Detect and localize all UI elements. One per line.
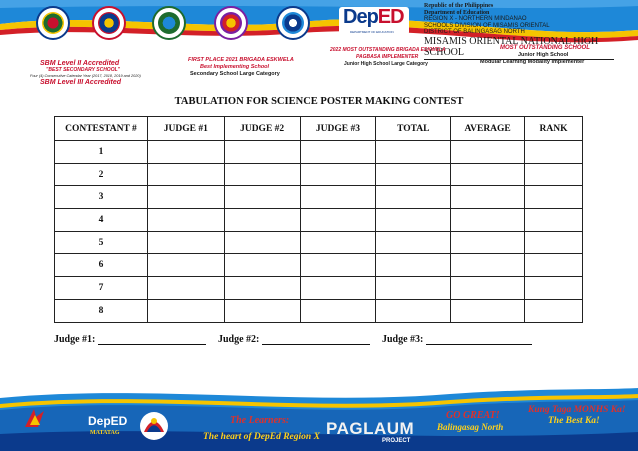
score-cell[interactable] [224, 163, 300, 186]
award-first-place-sub: Best Implementing School [200, 64, 270, 70]
table-row [55, 277, 583, 300]
score-cell[interactable] [224, 299, 300, 322]
footer-go-great-1: GO GREAT! [446, 410, 500, 421]
table-header-row [55, 117, 583, 141]
contestant-number: 8 [55, 299, 148, 322]
award-pagbasa-category: Junior High School Large Category [344, 61, 428, 67]
deped-seal-logo [36, 6, 70, 40]
header-judge-3: JUDGE #3 [300, 117, 376, 141]
table-row [55, 163, 583, 186]
rank-cell[interactable] [525, 231, 583, 254]
footer-go-great-2: Balingasag North [437, 422, 504, 432]
header-judge-2: JUDGE #2 [224, 117, 300, 141]
score-cell[interactable] [147, 299, 224, 322]
contestant-number: 5 [55, 231, 148, 254]
total-cell[interactable] [376, 299, 451, 322]
average-cell[interactable] [451, 277, 525, 300]
header-contestant: CONTESTANT # [55, 117, 148, 141]
score-cell[interactable] [300, 299, 376, 322]
average-cell[interactable] [451, 209, 525, 232]
total-cell[interactable] [376, 231, 451, 254]
footer-learners-line-1: The Learners: [230, 415, 290, 426]
table-row [55, 299, 583, 322]
deped-logo-subtitle: DEPARTMENT OF EDUCATION [350, 30, 394, 34]
division-line: SCHOOLS DIVISION OF MISAMIS ORIENTAL [424, 22, 550, 29]
score-cell[interactable] [147, 209, 224, 232]
judge-1-signature-line[interactable] [98, 334, 206, 345]
footer-paglaum-logo: PAGLAUM [326, 419, 415, 438]
award-best-secondary-years: Four (4) Consecutive Calendar Year (2017, 2018, 2019 and 2020) [30, 74, 141, 78]
judge-1-label: Judge #1: [54, 334, 96, 345]
score-cell[interactable] [300, 163, 376, 186]
score-cell[interactable] [147, 186, 224, 209]
bagong-pilipinas-icon [138, 410, 170, 442]
district-line: DISTRICT OF BALINGASAG NORTH [424, 29, 525, 35]
score-cell[interactable] [147, 141, 224, 164]
score-cell[interactable] [147, 254, 224, 277]
award-first-place-category: Secondary School Large Category [190, 71, 280, 77]
average-cell[interactable] [451, 254, 525, 277]
header-judge-1: JUDGE #1 [147, 117, 224, 141]
department-line: Department of Education [424, 9, 490, 16]
judge-3-signature-line[interactable] [426, 334, 532, 345]
award-mos-title: MOST OUTSTANDING SCHOOL [500, 45, 590, 51]
score-cell[interactable] [224, 186, 300, 209]
average-cell[interactable] [451, 231, 525, 254]
region-seal-logo [276, 6, 310, 40]
rank-cell[interactable] [525, 299, 583, 322]
score-cell[interactable] [300, 186, 376, 209]
score-cell[interactable] [224, 141, 300, 164]
judge-3-label: Judge #3: [382, 334, 424, 345]
rank-cell[interactable] [525, 186, 583, 209]
total-cell[interactable] [376, 163, 451, 186]
judge-3-signature [382, 334, 532, 345]
header-rank: RANK [525, 117, 583, 141]
contestant-number: 4 [55, 209, 148, 232]
footer-tagline-2: The Best Ka! [548, 416, 600, 426]
rank-cell[interactable] [525, 209, 583, 232]
school-name: MISAMIS ORIENTAL NATIONAL HIGH SCHOOL [424, 35, 599, 58]
header-total: TOTAL [376, 117, 451, 141]
table-row [55, 209, 583, 232]
brigada-seal-logo [214, 6, 248, 40]
flag-icon [22, 405, 48, 431]
footer-flag-logo [22, 405, 48, 431]
total-cell[interactable] [376, 209, 451, 232]
award-sbm-level-2: SBM Level II Accredited [40, 60, 120, 67]
score-cell[interactable] [147, 231, 224, 254]
footer-matatag-logo: MATATAG [90, 430, 120, 436]
award-mos-category: Modular Learning Modality Implementer [480, 59, 585, 65]
score-cell[interactable] [224, 254, 300, 277]
republic-line: Republic of the Philippines [424, 3, 494, 9]
deped-logo-text: DepED [343, 6, 404, 28]
award-pagbasa-sub: PAGBASA IMPLEMENTER [356, 54, 419, 60]
award-pagbasa-title: 2022 MOST OUTSTANDING BRIGADA ESKWELA [330, 47, 446, 53]
rank-cell[interactable] [525, 277, 583, 300]
score-cell[interactable] [300, 141, 376, 164]
average-cell[interactable] [451, 299, 525, 322]
score-cell[interactable] [224, 277, 300, 300]
header-average: AVERAGE [451, 117, 525, 141]
contestant-number: 6 [55, 254, 148, 277]
score-cell[interactable] [300, 209, 376, 232]
total-cell[interactable] [376, 141, 451, 164]
contestant-number: 2 [55, 163, 148, 186]
average-cell[interactable] [451, 186, 525, 209]
total-cell[interactable] [376, 186, 451, 209]
score-cell[interactable] [147, 163, 224, 186]
award-mos-sub: Junior High School [518, 52, 569, 58]
school-seal-logo [92, 6, 126, 40]
judge-1-signature [54, 334, 206, 345]
judge-signature-row [54, 334, 594, 348]
award-first-place-title: FIRST PLACE 2021 BRIGADA ESKWELA [188, 57, 294, 63]
score-cell[interactable] [147, 277, 224, 300]
judge-2-signature [218, 334, 370, 345]
tabulation-table [54, 116, 583, 323]
judge-2-signature-line[interactable] [262, 334, 370, 345]
rank-cell[interactable] [525, 163, 583, 186]
judge-2-label: Judge #2: [218, 334, 260, 345]
award-sbm-level-3: SBM Level III Accredited [40, 79, 122, 86]
region-line: REGION X - NORTHERN MINDANAO [424, 16, 527, 22]
district-seal-logo [152, 6, 186, 40]
score-cell[interactable] [300, 231, 376, 254]
page-title: TABULATION FOR SCIENCE POSTER MAKING CONTEST [174, 96, 464, 107]
average-cell[interactable] [451, 163, 525, 186]
average-cell[interactable] [451, 141, 525, 164]
contestant-number: 1 [55, 141, 148, 164]
score-cell[interactable] [300, 277, 376, 300]
table-row [55, 186, 583, 209]
score-cell[interactable] [224, 231, 300, 254]
table-row [55, 254, 583, 277]
footer-learners-line-2: The heart of DepEd Region X [203, 432, 320, 442]
contestant-number: 7 [55, 277, 148, 300]
award-best-secondary: "BEST SECONDARY SCHOOL" [46, 67, 121, 73]
footer-bagong-pilipinas-logo [138, 410, 170, 442]
contestant-number: 3 [55, 186, 148, 209]
footer-paglaum-sub: PROJECT [382, 438, 411, 444]
footer-tagline-1: Kung Taga MONHS Ka! [528, 405, 626, 415]
score-cell[interactable] [224, 209, 300, 232]
table-row [55, 231, 583, 254]
rank-cell[interactable] [525, 141, 583, 164]
table-row [55, 141, 583, 164]
score-cell[interactable] [300, 254, 376, 277]
footer-deped-logo: DepED [88, 414, 128, 428]
total-cell[interactable] [376, 254, 451, 277]
rank-cell[interactable] [525, 254, 583, 277]
total-cell[interactable] [376, 277, 451, 300]
